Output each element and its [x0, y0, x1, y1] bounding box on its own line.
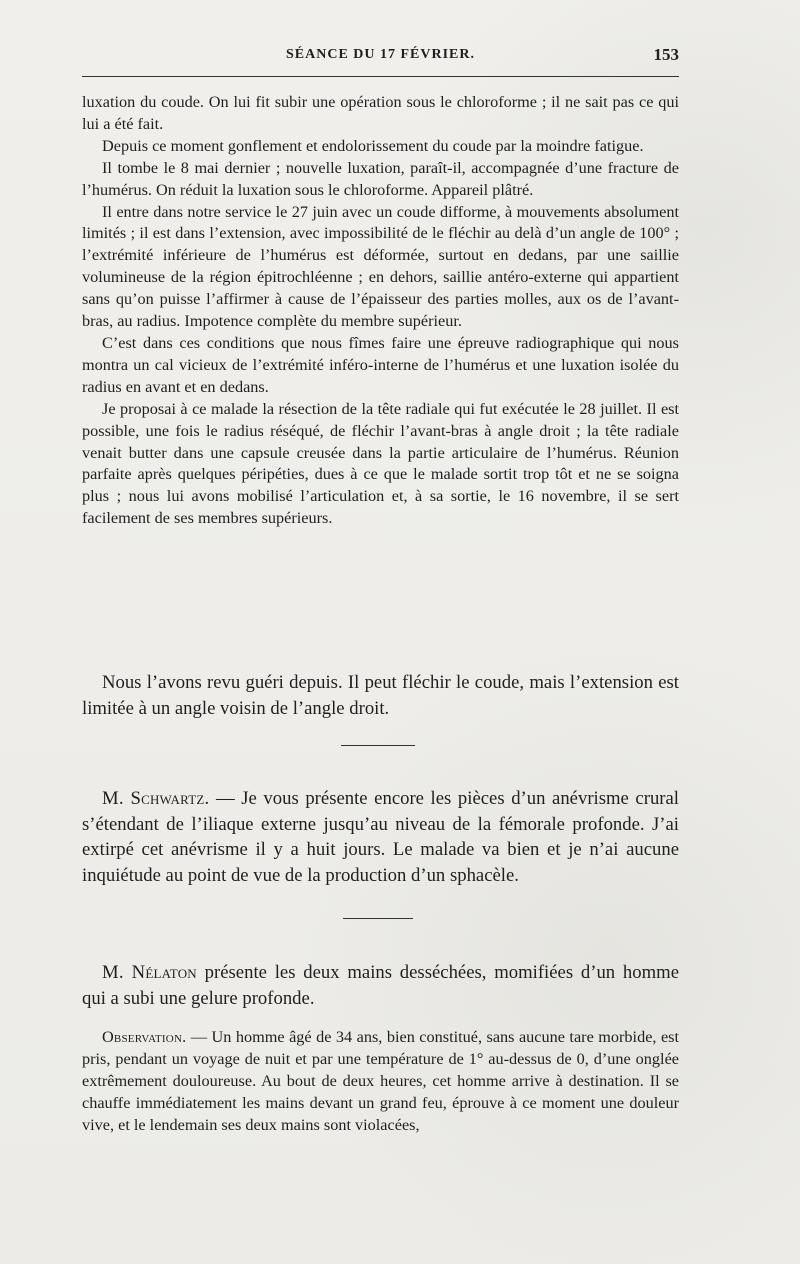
paragraph-2: Depuis ce moment gonflement et endolorissement du coude par la moindre fatigue.	[102, 136, 644, 155]
paragraph-nelaton	[82, 960, 679, 1011]
header-title: SÉANCE DU 17 FÉVRIER.	[285, 47, 476, 62]
section-divider-2	[343, 918, 413, 919]
running-header	[82, 47, 679, 67]
schwartz-text: — Je vous présente encore les pièces d’un anévrisme crural s’étendant de l’iliaque externe jusqu’au niveau de la fémorale profonde. J’ai extirpé cet anévrisme il y a huit jours. Le malade va bien et je n’ai aucune inquiétude au point de vue de la production d’un sphacèle.	[82, 788, 679, 886]
paragraph-3: Il tombe le 8 mai dernier ; nouvelle luxation, paraît-il, accompagnée d’une fracture de l’humérus. On réduit la luxation sous le chloroforme. Appareil plâtré.	[82, 158, 679, 199]
observation-label: Observation.	[102, 1028, 187, 1046]
header-divider	[82, 76, 679, 77]
nelaton-text: présente les deux mains desséchées, momifiées d’un homme qui a subi une gelure profonde.	[82, 962, 679, 1009]
paragraph-schwartz	[82, 786, 679, 888]
paragraph-4: Il entre dans notre service le 27 juin avec un coude difforme, à mouvements absolument limités ; il est dans l’extension, avec impossibilité de le fléchir au delà d’un angle de 100° ; l’extrémité inférieure de l’humérus est déformée, surtout en dedans, par une saillie volumineuse de la région épitrochléenne ; en dehors, saillie antéro-externe qui appartient sans qu’on puisse l’affirmer à cause de l’épaisseur des parties molles, aux os de l’avant-bras, au radius. Impotence complète du membre supérieur.	[82, 202, 679, 331]
nelaton-section	[82, 960, 679, 1011]
paragraph-1: luxation du coude. On lui fit subir une opération sous le chloroforme ; il ne sait pas ce qui lui a été fait.	[82, 93, 679, 133]
schwartz-section	[82, 786, 679, 888]
speaker-schwartz: M. Schwartz.	[102, 788, 210, 809]
paragraph-5: C’est dans ces conditions que nous fîmes faire une épreuve radiographique qui nous montra un cal vicieux de l’extrémité inféro-interne de l’humérus et une luxation isolée du radius en avant et en dedans.	[82, 333, 679, 396]
large-paragraph-1-section	[82, 670, 679, 721]
paragraph-6: Je proposai à ce malade la résection de la tête radiale qui fut exécutée le 28 juillet. Il est possible, une fois le radius réséqué, de fléchir l’avant-bras à angle droit ; la tête radiale venait butter dans une capsule creusée dans la partie articulaire de l’humérus. Réunion parfaite après quelques péripéties, dues à ce que le malade sortit trop tôt et ne se soigna plus ; nous lui avons mobilisé l’articulation et, à sa sortie, le 16 novembre, il se sert facilement de ses membres supérieurs.	[82, 399, 679, 528]
section-divider-1	[341, 745, 415, 746]
observation-text: — Un homme âgé de 34 ans, bien constitué, sans aucune tare morbide, est pris, pendant un voyage de nuit et par une température de 1° au-dessus de 0, d’une onglée extrêmement douloureuse. Au bout de deux heures, cet homme arrive à destination. Il se chauffe immédiatement les mains devant un grand feu, éprouve à ce moment une douleur vive, et le lendemain ses deux mains sont violacées,	[82, 1028, 679, 1134]
paragraph-observation	[82, 1027, 679, 1137]
small-text-section	[82, 92, 679, 530]
speaker-nelaton: M. Nélaton	[102, 962, 197, 983]
observation-section	[82, 1027, 679, 1137]
paragraph-7: Nous l’avons revu guéri depuis. Il peut fléchir le coude, mais l’extension est limitée à un angle voisin de l’angle droit.	[82, 672, 679, 719]
page-number: 153	[653, 45, 679, 64]
